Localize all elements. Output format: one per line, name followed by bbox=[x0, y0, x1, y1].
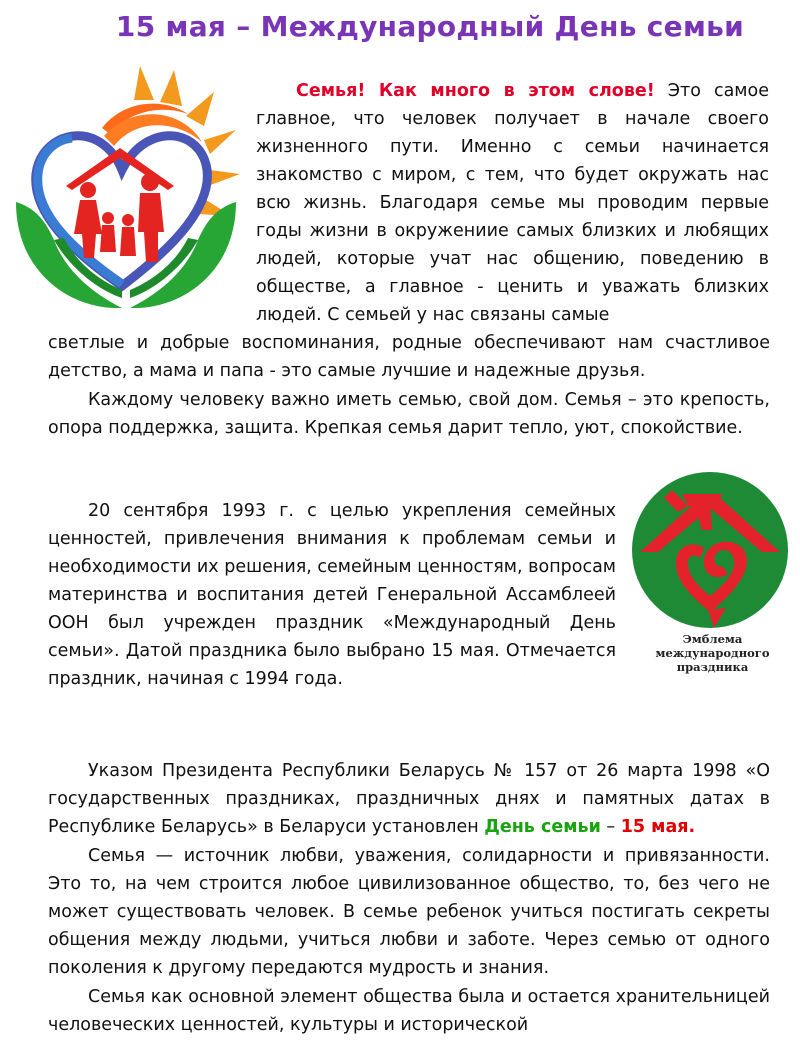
paragraph-family-values: Семья — источник любви, уважения, солидарности и привязанности. Это то, на чем строится любое цивилизованное общество, то, без чего не может существовать человек. В семье ребенок учиться постигать секреты общения между людьми, учиться любви и заботе. Через семью от одного поколения к другому передаются мудрость и знания. bbox=[48, 846, 770, 978]
page-title: 15 мая – Международный День семьи bbox=[115, 10, 745, 43]
intro-highlight: Семья! Как много в этом слове! bbox=[296, 81, 655, 101]
paragraph-family-heritage: Семья как основной элемент общества была и остается хранительницей человеческих ценностей, культуры и исторической bbox=[48, 987, 770, 1035]
decree-holiday-name: День семьи bbox=[484, 817, 601, 837]
intro-paragraph bbox=[256, 77, 769, 329]
family-heart-sun-logo-icon bbox=[10, 62, 242, 312]
decree-dash: – bbox=[600, 817, 621, 837]
intro-continuation: светлые и добрые воспоминания, родные обеспечивают нам счастливое детство, а мама и папа - это самые лучшие и надежные друзья. bbox=[48, 333, 770, 381]
decree-holiday-date: 15 мая. bbox=[620, 817, 696, 837]
emblem-caption: Эмблема международного праздника bbox=[655, 632, 770, 674]
paragraph-un-history: 20 сентября 1993 г. с целью укрепления семейных ценностей, привлечения внимания к проблемам семьи и необходимости их решения, семейным ценностям, вопросам материнства и воспитания детей Генеральной Ассамблеей ООН был учрежден праздник «Международный День семьи». Датой праздника было выбрано 15 мая. Отмечается праздник, начиная с 1994 года. bbox=[48, 501, 616, 689]
paragraph-decree bbox=[48, 757, 770, 841]
intro-text: Это самое главное, что человек получает в начале своего жизненного пути. Именно с семьи начинается знакомство с миром, с тем, что будет окружать нас всю жизнь. Благодаря семье мы проводим первые годы жизни в окружениие самых близких и любящих людей, которые учат нас общению, поведению в обществе, а главное - ценить и уважать близких людей. С семьей у нас связаны самые bbox=[256, 81, 769, 325]
decree-text: Указом Президента Республики Беларусь № 157 от 26 марта 1998 «О государственных праздниках, праздничных днях и памятных датах в Республике Беларусь» в Беларуси установлен bbox=[48, 761, 770, 837]
paragraph-family-home: Каждому человеку важно иметь семью, свой дом. Семья – это крепость, опора поддержка, защита. Крепкая семья дарит тепло, уют, спокойствие. bbox=[48, 390, 770, 438]
